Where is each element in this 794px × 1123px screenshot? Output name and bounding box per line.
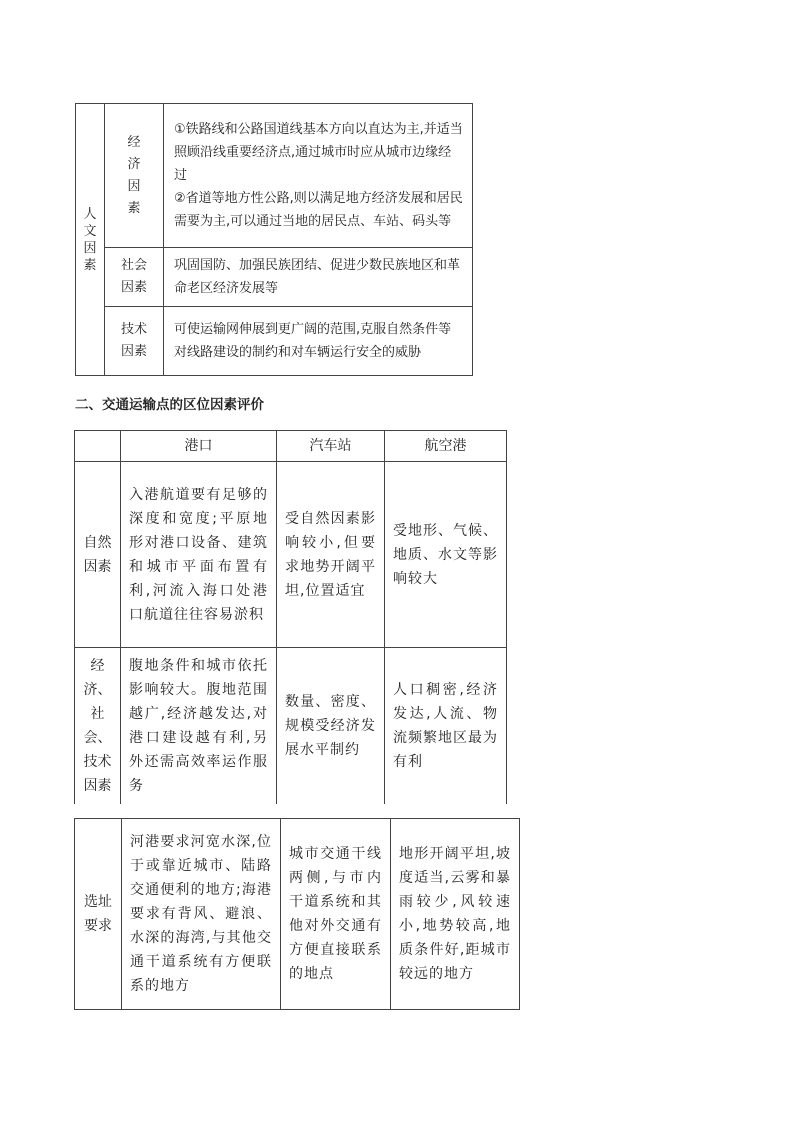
row-label-cell xyxy=(105,248,164,307)
row-label-cell xyxy=(105,104,164,248)
transport-line-factors-table xyxy=(75,103,473,376)
row-label: 选址要求 xyxy=(75,819,122,1010)
row-text: 巩固国防、加强民族团结、促进少数民族地区和革命老区经济发展等 xyxy=(164,248,473,307)
site-requirements-table xyxy=(74,818,520,1010)
table-row xyxy=(75,462,507,648)
header-cell xyxy=(75,431,121,462)
bus-station-cell: 受自然因素影响较小,但要求地势开阔平坦,位置适宜 xyxy=(277,462,385,648)
port-cell: 入港航道要有足够的深度和宽度;平原地形对港口设备、建筑和城市平面布置有利,河流入海口处港口航道往往容易淤积 xyxy=(121,462,277,648)
airport-cell: 受地形、气候、地质、水文等影响较大 xyxy=(385,462,507,648)
category-label: 人文因素 xyxy=(83,206,97,273)
airport-cell: 人口稠密,经济发达,人流、物流频繁地区最为有利 xyxy=(385,648,507,805)
row-text: ①铁路线和公路国道线基本方向以直达为主,并适当照顾沿线重要经济点,通过城市时应从城市边缘经过 ②省道等地方性公路,则以满足地方经济发展和居民需要为主,可以通过当地的居民点、车站、码头等 xyxy=(164,104,473,248)
row-label: 技术因素 xyxy=(120,322,147,359)
table-header-row xyxy=(75,431,507,462)
row-label-cell xyxy=(105,307,164,376)
category-cell xyxy=(76,104,105,376)
header-cell: 港口 xyxy=(121,431,277,462)
row-label: 自然因素 xyxy=(75,462,121,648)
table-row xyxy=(75,819,520,1010)
bus-station-cell: 数量、密度、规模受经济发展水平制约 xyxy=(277,648,385,805)
table-row xyxy=(75,648,507,805)
transport-point-factors-table xyxy=(74,430,507,804)
port-cell: 腹地条件和城市依托影响较大。腹地范围越广,经济越发达,对港口建设越有利,另外还需高效率运作服务 xyxy=(121,648,277,805)
row-label: 社会因素 xyxy=(120,258,147,295)
row-label: 经济因素 xyxy=(127,134,141,216)
airport-cell: 地形开阔平坦,坡度适当,云雾和暴雨较少,风较速小,地势较高,地质条件好,距城市较远的地方 xyxy=(391,819,520,1010)
header-cell: 航空港 xyxy=(385,431,507,462)
row-text: 可使运输网伸展到更广阔的范围,克服自然条件等对线路建设的制约和对车辆运行安全的威胁 xyxy=(164,307,473,376)
header-cell: 汽车站 xyxy=(277,431,385,462)
bus-station-cell: 城市交通干线两侧,与市内干道系统和其他对外交通有方便直接联系的地点 xyxy=(281,819,391,1010)
row-label: 经济、社会、技术因素 xyxy=(75,648,121,805)
port-cell: 河港要求河宽水深,位于或靠近城市、陆路交通便利的地方;海港要求有背风、避浪、水深的海湾,与其他交通干道系统有方便联系的地方 xyxy=(122,819,281,1010)
section-heading: 二、交通运输点的区位因素评价 xyxy=(75,397,264,413)
